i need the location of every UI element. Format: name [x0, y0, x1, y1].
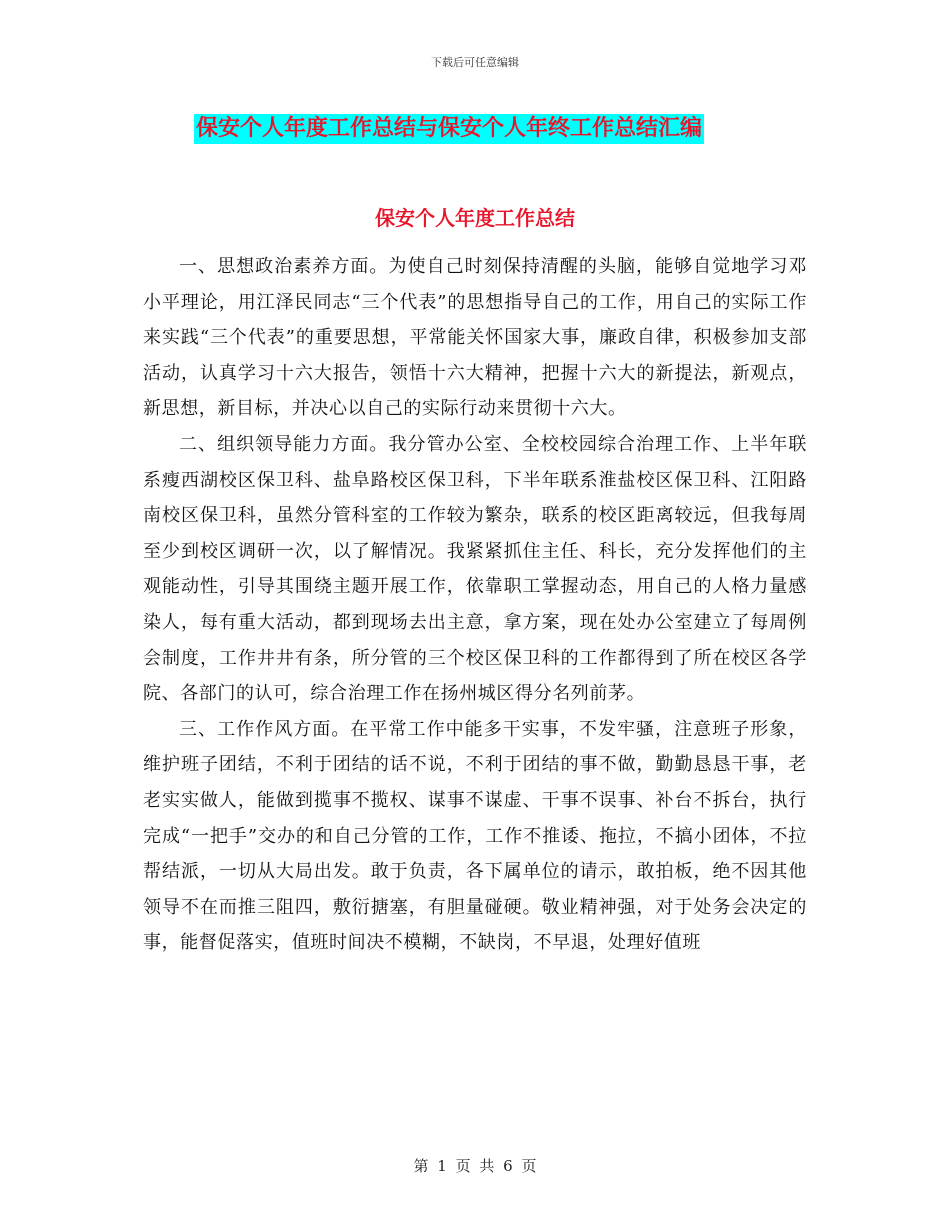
- document-body: [143, 249, 807, 961]
- paragraph-work-style: 三、工作作风方面。在平常工作中能多干实事，不发牢骚，注意班子形象，维护班子团结，不利于团结的话不说，不利于团结的事不做，勤勤恳恳干事，老老实实做人，能做到揽事不揽权、谋事不谋虚、干事不误事、补台不拆台，执行完成“一把手”交办的和自己分管的工作，工作不推诿、拖拉，不搞小团体，不拉帮结派，一切从大局出发。敢于负责，各下属单位的请示，敢拍板，绝不因其他领导不在而推三阻四，敷衍搪塞，有胆量碰硬。敬业精神强，对于处务会决定的事，能督促落实，值班时间决不模糊，不缺岗，不早退，处理好值班: [143, 718, 807, 954]
- paragraph-leadership-ability: 二、组织领导能力方面。我分管办公室、全校校园综合治理工作、上半年联系瘦西湖校区保卫科、盐阜路校区保卫科，下半年联系淮盐校区保卫科、江阳路南校区保卫科，虽然分管科室的工作较为繁杂，联系的校区距离较远，但我每周至少到校区调研一次，以了解情况。我紧紧抓住主任、科长，充分发挥他们的主观能动性，引导其围绕主题开展工作，依靠职工掌握动态，用自己的人格力量感染人，每有重大活动，都到现场去出主意，拿方案，现在处办公室建立了每周例会制度，工作井井有条，所分管的三个校区保卫科的工作都得到了所在校区各学院、各部门的认可，综合治理工作在扬州城区得分名列前茅。: [143, 433, 807, 705]
- document-title: 保安个人年度工作总结与保安个人年终工作总结汇编: [194, 114, 704, 144]
- paragraph-political-quality: 一、思想政治素养方面。为使自己时刻保持清醒的头脑，能够自觉地学习邓小平理论，用江泽民同志“三个代表”的思想指导自己的工作，用自己的实际工作来实践“三个代表”的重要思想，平常能关怀国家大事，廉政自律，积极参加支部活动，认真学习十六大报告，领悟十六大精神，把握十六大的新提法，新观点，新思想，新目标，并决心以自己的实际行动来贯彻十六大。: [143, 256, 807, 420]
- section-title: 保安个人年度工作总结: [375, 206, 575, 230]
- header-note: 下载后可任意编辑: [431, 56, 519, 69]
- page-number-footer: 第 1 页 共 6 页: [413, 1157, 537, 1175]
